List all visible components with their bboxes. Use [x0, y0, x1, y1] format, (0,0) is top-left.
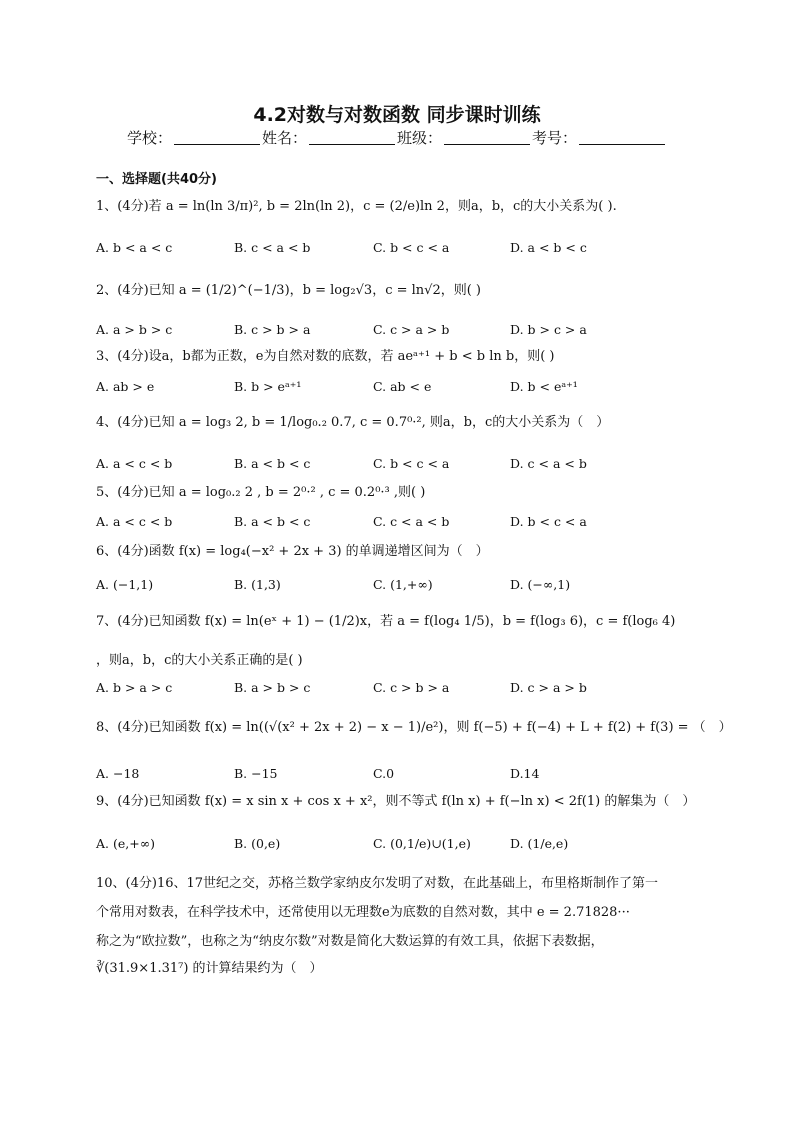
name-blank[interactable] [309, 130, 395, 145]
section-title: 一、选择题(共40分) [96, 172, 217, 187]
option-d[interactable]: D. b < eᵃ⁺¹ [510, 379, 578, 394]
option-d[interactable]: D. c > a > b [510, 680, 587, 695]
question-10-line-1: 10、(4分)16、17世纪之交，苏格兰数学家纳皮尔发明了对数，在此基础上，布里格斯制作了第一 [96, 876, 659, 891]
option-b[interactable]: B. a < b < c [234, 514, 311, 529]
option-b[interactable]: B. a < b < c [234, 456, 311, 471]
option-a[interactable]: A. (e,+∞) [96, 836, 155, 851]
option-d[interactable]: D. (1/e,e) [510, 836, 569, 851]
option-c[interactable]: C. (0,1/e)∪(1,e) [373, 836, 471, 851]
question-8-stem: 8、(4分)已知函数 f(x) = ln((√(x² + 2x + 2) − x − 1)/e²)，则 f(−5) + f(−4) + L + f(2) + f(3) = （ ） [96, 720, 732, 735]
option-d[interactable]: D.14 [510, 766, 540, 781]
option-c[interactable]: C.0 [373, 766, 395, 781]
question-2-stem: 2、(4分)已知 a = (1/2)^(−1/3)，b = log₂√3，c = ln√2，则( ) [96, 283, 481, 298]
option-c[interactable]: C. b < c < a [373, 240, 450, 255]
question-5-stem: 5、(4分)已知 a = log₀.₂ 2 , b = 2⁰·² , c = 0.2⁰·³ ,则( ) [96, 485, 426, 500]
school-blank[interactable] [174, 130, 260, 145]
option-d[interactable]: D. b > c > a [510, 322, 587, 337]
question-4-stem: 4、(4分)已知 a = log₃ 2, b = 1/log₀.₂ 0.7, c = 0.7⁰·², 则a，b，c的大小关系为（ ） [96, 415, 610, 430]
option-c[interactable]: C. (1,+∞) [373, 577, 433, 592]
option-b[interactable]: B. b > eᵃ⁺¹ [234, 379, 302, 394]
name-label: 姓名： [261, 129, 307, 147]
student-info-line [0, 127, 794, 148]
option-c[interactable]: C. c < a < b [373, 514, 450, 529]
option-b[interactable]: B. c > b > a [234, 322, 311, 337]
question-3-stem: 3、(4分)设a，b都为正数，e为自然对数的底数，若 aeᵃ⁺¹ + b < b ln b，则( ) [96, 349, 555, 364]
option-a[interactable]: A. b < a < c [96, 240, 173, 255]
option-c[interactable]: C. c > b > a [373, 680, 450, 695]
class-label: 班级： [397, 129, 443, 147]
question-9-stem: 9、(4分)已知函数 f(x) = x sin x + cos x + x²，则不等式 f(ln x) + f(−ln x) < 2f(1) 的解集为（ ） [96, 794, 696, 809]
class-blank[interactable] [444, 130, 530, 145]
option-d[interactable]: D. b < c < a [510, 514, 587, 529]
option-b[interactable]: B. −15 [234, 766, 278, 781]
option-b[interactable]: B. c < a < b [234, 240, 311, 255]
question-6-stem: 6、(4分)函数 f(x) = log₄(−x² + 2x + 3) 的单调递增区间为（ ） [96, 544, 489, 559]
option-a[interactable]: A. b > a > c [96, 680, 173, 695]
option-d[interactable]: D. c < a < b [510, 456, 587, 471]
page-title: 4.2对数与对数函数 同步课时训练 [253, 104, 541, 126]
option-c[interactable]: C. c > a > b [373, 322, 450, 337]
option-d[interactable]: D. a < b < c [510, 240, 587, 255]
option-b[interactable]: B. (1,3) [234, 577, 281, 592]
option-a[interactable]: A. −18 [96, 766, 140, 781]
option-a[interactable]: A. (−1,1) [96, 577, 154, 592]
question-1-stem: 1、(4分)若 a = ln(ln 3/π)², b = 2ln(ln 2)，c = (2/e)ln 2，则a，b，c的大小关系为( ). [96, 199, 617, 214]
question-10-line-4: ∛(31.9×1.31⁷) 的计算结果约为（ ） [96, 961, 323, 976]
number-label: 考号： [532, 129, 578, 147]
option-b[interactable]: B. (0,e) [234, 836, 281, 851]
question-7-stem-continued: ，则a，b，c的大小关系正确的是( ) [96, 653, 303, 668]
option-a[interactable]: A. ab > e [96, 379, 155, 394]
number-blank[interactable] [579, 130, 665, 145]
option-c[interactable]: C. ab < e [373, 379, 432, 394]
option-b[interactable]: B. a > b > c [234, 680, 311, 695]
option-a[interactable]: A. a > b > c [96, 322, 173, 337]
question-7-stem: 7、(4分)已知函数 f(x) = ln(eˣ + 1) − (1/2)x，若 a = f(log₄ 1/5)，b = f(log₃ 6)，c = f(log₆ 4) [96, 614, 676, 629]
question-10-line-3: 称之为“欧拉数”，也称之为“纳皮尔数”对数是简化大数运算的有效工具，依据下表数据， [96, 934, 604, 949]
school-label: 学校： [126, 129, 172, 147]
question-10-line-2: 个常用对数表，在科学技术中，还常使用以无理数e为底数的自然对数，其中 e = 2.71828··· [96, 905, 630, 920]
option-d[interactable]: D. (−∞,1) [510, 577, 571, 592]
option-c[interactable]: C. b < c < a [373, 456, 450, 471]
option-a[interactable]: A. a < c < b [96, 456, 173, 471]
option-a[interactable]: A. a < c < b [96, 514, 173, 529]
